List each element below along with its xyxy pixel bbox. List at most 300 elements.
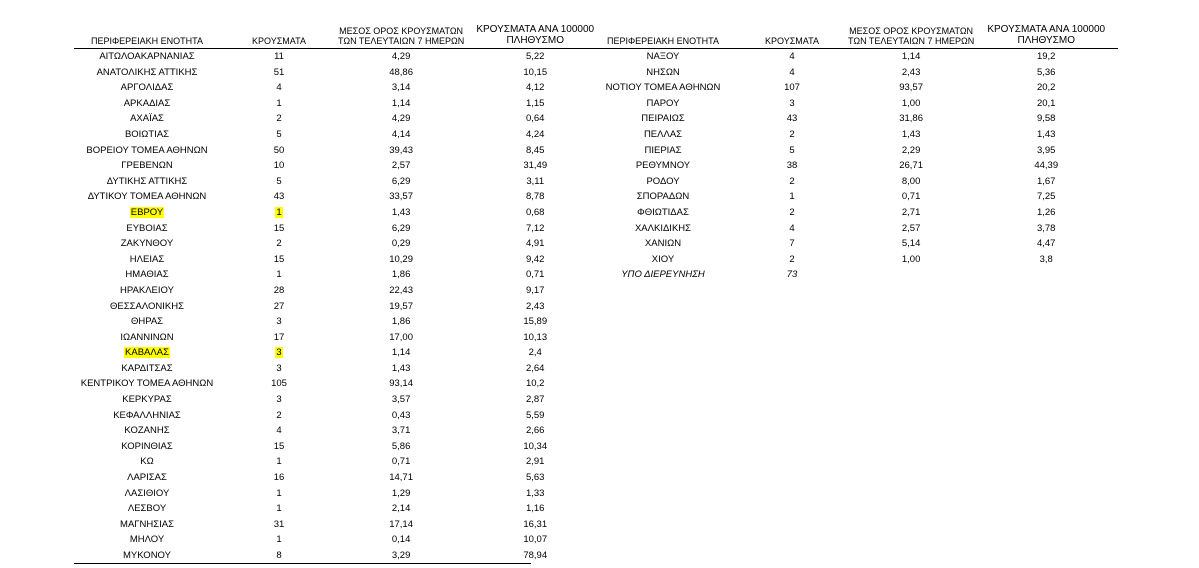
- cell-cases: [736, 49, 848, 65]
- cell-per100k: [974, 252, 1118, 268]
- region-value: ΗΡΑΚΛΕΙΟΥ: [120, 284, 174, 296]
- cell-per100k: [464, 361, 606, 377]
- cell-per100k: [974, 158, 1118, 174]
- region-value: ΗΜΑΘΙΑΣ: [125, 269, 169, 281]
- cell-per100k: [464, 205, 606, 221]
- table-row: [74, 80, 606, 96]
- cell-avg7: [338, 548, 464, 564]
- cell-avg7: [338, 96, 464, 112]
- cases-value: 2: [276, 238, 282, 250]
- cell-avg7: [848, 221, 974, 237]
- cases-value: 1: [276, 456, 282, 468]
- region-value: ΑΧΑΪΑΣ: [130, 113, 164, 125]
- cell-cases: [220, 283, 338, 299]
- table-row: [590, 267, 1118, 283]
- avg7-value: 10,29: [389, 253, 413, 265]
- avg7-value: 3,14: [391, 82, 411, 94]
- cell-region: [74, 189, 220, 205]
- per100k-value: 44,39: [1034, 160, 1059, 172]
- cell-per100k: [464, 408, 606, 424]
- left-table-body: [74, 49, 606, 564]
- cell-avg7: [338, 252, 464, 268]
- cell-avg7: [848, 236, 974, 252]
- cell-per100k: [464, 299, 606, 315]
- table-row: [590, 252, 1118, 268]
- cases-value: 1: [276, 503, 282, 515]
- cell-region: [590, 80, 736, 96]
- header-avg7-line2: ΤΩΝ ΤΕΛΕΥΤΑΙΩΝ 7 ΗΜΕΡΩΝ: [338, 36, 465, 46]
- cases-value: 43: [273, 191, 285, 203]
- cell-per100k: [464, 517, 606, 533]
- cell-per100k: [464, 236, 606, 252]
- cell-per100k: [464, 49, 606, 65]
- cell-avg7: [848, 205, 974, 221]
- cell-region: [74, 111, 220, 127]
- header-per100k-line2: ΠΛΗΘΥΣΜΟ: [1017, 35, 1075, 46]
- table-row: [74, 330, 606, 346]
- cell-region: [74, 80, 220, 96]
- region-value: ΧΙΟΥ: [651, 253, 675, 265]
- avg7-value: 0,71: [391, 456, 411, 468]
- table-row: [74, 361, 606, 377]
- cell-region: [74, 299, 220, 315]
- per100k-value: 4,24: [525, 128, 545, 140]
- per100k-value: 7,12: [525, 222, 545, 234]
- avg7-value: 2,71: [901, 206, 921, 218]
- cell-avg7: [338, 330, 464, 346]
- region-value: ΠΑΡΟΥ: [646, 97, 680, 109]
- per100k-value: 5,22: [525, 51, 545, 62]
- avg7-value: 1,00: [901, 253, 921, 265]
- region-value: ΠΕΛΛΑΣ: [643, 128, 683, 140]
- avg7-value: 0,71: [901, 191, 921, 203]
- cases-value: 1: [276, 534, 282, 546]
- region-value: ΖΑΚΥΝΘΟΥ: [120, 238, 174, 250]
- header-per100k-line2: ΠΛΗΘΥΣΜΟ: [506, 35, 564, 46]
- per100k-value: 19,2: [1036, 51, 1056, 62]
- table-row: [74, 392, 606, 408]
- cell-avg7: [848, 143, 974, 159]
- per100k-value: 2,66: [525, 425, 545, 437]
- cell-cases: [220, 49, 338, 65]
- table-row: [74, 486, 606, 502]
- cell-avg7: [338, 423, 464, 439]
- cell-per100k: [464, 392, 606, 408]
- avg7-value: 33,57: [389, 191, 413, 203]
- region-value: ΕΒΡΟΥ: [130, 206, 164, 218]
- per100k-value: 0,71: [525, 269, 545, 281]
- cases-value: 3: [276, 394, 282, 406]
- region-value: ΧΑΛΚΙΔΙΚΗΣ: [634, 222, 692, 234]
- per100k-value: 9,42: [525, 253, 545, 265]
- cell-avg7: [338, 221, 464, 237]
- avg7-value: 5,14: [901, 238, 921, 250]
- per100k-value: 2,64: [525, 362, 545, 374]
- cell-avg7: [338, 454, 464, 470]
- cell-region: [74, 486, 220, 502]
- per100k-value: 10,15: [523, 66, 548, 78]
- avg7-value: 26,71: [899, 160, 923, 172]
- cell-avg7: [848, 174, 974, 190]
- header-row: [74, 0, 606, 49]
- cell-per100k: [974, 267, 1118, 283]
- per100k-value: 1,15: [525, 97, 545, 109]
- table-row: [74, 221, 606, 237]
- cell-avg7: [338, 470, 464, 486]
- cell-region: [74, 143, 220, 159]
- cases-value: 2: [789, 128, 795, 140]
- cell-cases: [220, 158, 338, 174]
- cell-region: [590, 111, 736, 127]
- cell-cases: [220, 501, 338, 517]
- right-table-body: [590, 49, 1118, 283]
- cell-avg7: [338, 439, 464, 455]
- avg7-value: 3,71: [391, 425, 411, 437]
- cell-region: [74, 439, 220, 455]
- cell-cases: [736, 111, 848, 127]
- table-row: [74, 423, 606, 439]
- cell-per100k: [974, 174, 1118, 190]
- cell-per100k: [464, 80, 606, 96]
- header-cases: ΚΡΟΥΣΜΑΤΑ: [736, 0, 848, 49]
- cases-value: 15: [273, 253, 285, 265]
- cell-cases: [220, 127, 338, 143]
- cell-per100k: [464, 548, 606, 564]
- avg7-value: 5,86: [391, 440, 411, 452]
- cell-cases: [220, 299, 338, 315]
- avg7-value: 1,43: [901, 128, 921, 140]
- region-value: ΘΗΡΑΣ: [130, 316, 164, 328]
- cell-per100k: [464, 376, 606, 392]
- cell-cases: [220, 376, 338, 392]
- cell-region: [74, 454, 220, 470]
- cell-avg7: [848, 80, 974, 96]
- cell-region: [74, 392, 220, 408]
- avg7-value: 1,00: [901, 97, 921, 109]
- cell-avg7: [848, 111, 974, 127]
- region-value: ΠΕΙΡΑΙΩΣ: [641, 113, 685, 125]
- table-row: [74, 127, 606, 143]
- cases-value: 31: [273, 518, 285, 530]
- cell-region: [74, 252, 220, 268]
- avg7-value: 1,86: [391, 269, 411, 281]
- cell-cases: [220, 174, 338, 190]
- region-value: ΡΟΔΟΥ: [646, 175, 680, 187]
- per100k-value: 1,33: [525, 487, 545, 499]
- cases-value: 51: [273, 66, 285, 78]
- cases-value: 27: [273, 300, 285, 312]
- cell-per100k: [974, 221, 1118, 237]
- per100k-value: 4,91: [525, 238, 545, 250]
- cell-per100k: [464, 189, 606, 205]
- cell-per100k: [464, 143, 606, 159]
- cell-avg7: [848, 65, 974, 81]
- per100k-value: 9,58: [1036, 113, 1056, 125]
- cases-value: 38: [786, 160, 798, 172]
- cell-per100k: [974, 143, 1118, 159]
- avg7-value: 2,14: [391, 503, 411, 515]
- cell-region: [590, 267, 736, 283]
- cases-value: 10: [273, 160, 285, 172]
- header-per100k: [464, 0, 606, 49]
- region-value: ΕΥΒΟΙΑΣ: [126, 222, 168, 234]
- table-row: [590, 158, 1118, 174]
- avg7-value: 2,29: [901, 144, 921, 156]
- table-row: [74, 454, 606, 470]
- cell-per100k: [974, 127, 1118, 143]
- per100k-value: 3,95: [1036, 144, 1056, 156]
- cell-avg7: [848, 267, 974, 283]
- region-value: ΥΠΟ ΔΙΕΡΕΥΝΗΣΗ: [621, 269, 705, 281]
- cell-cases: [220, 236, 338, 252]
- table-bottom-divider: [74, 563, 531, 564]
- cell-cases: [220, 423, 338, 439]
- table-row: [74, 158, 606, 174]
- cell-cases: [220, 221, 338, 237]
- region-value: ΑΙΤΩΛΟΑΚΑΡΝΑΝΙΑΣ: [99, 51, 195, 62]
- per100k-value: 1,16: [525, 503, 545, 515]
- cases-value: 16: [273, 472, 285, 484]
- cell-per100k: [974, 49, 1118, 65]
- avg7-value: 0,43: [391, 409, 411, 421]
- cases-value: 4: [276, 82, 282, 94]
- cell-avg7: [338, 501, 464, 517]
- cell-region: [74, 65, 220, 81]
- avg7-value: 39,43: [389, 144, 413, 156]
- avg7-value: 6,29: [391, 175, 411, 187]
- per100k-value: 10,07: [523, 534, 548, 546]
- cases-value: 1: [789, 191, 795, 203]
- cell-cases: [736, 174, 848, 190]
- cases-value: 28: [273, 284, 285, 296]
- avg7-value: 1,29: [391, 487, 411, 499]
- cell-per100k: [974, 111, 1118, 127]
- cell-region: [74, 158, 220, 174]
- cell-per100k: [464, 501, 606, 517]
- table-row: [74, 267, 606, 283]
- cases-value: 73: [786, 269, 798, 281]
- cases-value: 1: [276, 269, 282, 281]
- region-value: ΚΑΒΑΛΑΣ: [125, 347, 169, 359]
- per100k-value: 5,63: [525, 472, 545, 484]
- cell-per100k: [464, 267, 606, 283]
- cell-per100k: [974, 96, 1118, 112]
- cases-value: 8: [276, 550, 282, 561]
- cases-value: 105: [271, 378, 287, 390]
- cell-region: [590, 96, 736, 112]
- table-row: [590, 189, 1118, 205]
- cases-value: 11: [274, 51, 284, 62]
- avg7-value: 1,86: [391, 316, 411, 328]
- cell-cases: [220, 330, 338, 346]
- per100k-value: 10,13: [523, 331, 548, 343]
- cell-per100k: [464, 252, 606, 268]
- table-row: [74, 470, 606, 486]
- table-row: [74, 205, 606, 221]
- table-row: [590, 111, 1118, 127]
- cell-cases: [220, 532, 338, 548]
- cell-per100k: [464, 111, 606, 127]
- cell-cases: [220, 548, 338, 564]
- table-row: [74, 49, 606, 65]
- cell-avg7: [848, 49, 974, 65]
- cell-cases: [736, 267, 848, 283]
- cell-cases: [220, 96, 338, 112]
- avg7-value: 3,57: [391, 394, 411, 406]
- cases-value: 1: [276, 97, 282, 109]
- region-value: ΣΠΟΡΑΔΩΝ: [636, 191, 690, 203]
- cell-avg7: [338, 283, 464, 299]
- cell-cases: [736, 189, 848, 205]
- cell-region: [74, 532, 220, 548]
- cell-region: [590, 205, 736, 221]
- cell-per100k: [464, 127, 606, 143]
- table-row: [74, 189, 606, 205]
- cell-cases: [220, 80, 338, 96]
- cell-avg7: [338, 111, 464, 127]
- cases-value: 4: [789, 66, 795, 78]
- cell-region: [74, 330, 220, 346]
- region-value: ΙΩΑΝΝΙΝΩΝ: [120, 331, 174, 343]
- region-value: ΔΥΤΙΚΗΣ ΑΤΤΙΚΗΣ: [106, 175, 188, 187]
- cases-value: 5: [276, 128, 282, 140]
- cell-per100k: [464, 454, 606, 470]
- avg7-value: 4,29: [391, 113, 411, 125]
- cases-value: 1: [276, 487, 282, 499]
- header-per100k: [974, 0, 1118, 49]
- region-value: ΛΑΡΙΣΑΣ: [127, 472, 167, 484]
- per100k-value: 3,11: [526, 175, 545, 187]
- cell-avg7: [338, 408, 464, 424]
- header-avg7-line1: ΜΕΣΟΣ ΟΡΟΣ ΚΡΟΥΣΜΑΤΩΝ: [849, 26, 974, 36]
- cell-cases: [220, 470, 338, 486]
- cell-per100k: [974, 80, 1118, 96]
- region-value: ΝΑΞΟΥ: [646, 51, 680, 62]
- cell-avg7: [338, 80, 464, 96]
- region-value: ΦΘΙΩΤΙΔΑΣ: [637, 206, 689, 218]
- cell-region: [74, 49, 220, 65]
- header-avg7: [848, 0, 974, 49]
- header-cases: ΚΡΟΥΣΜΑΤΑ: [220, 0, 338, 49]
- region-value: ΒΟΡΕΙΟΥ ΤΟΜΕΑ ΑΘΗΝΩΝ: [86, 144, 208, 156]
- table-row: [590, 127, 1118, 143]
- cell-per100k: [464, 423, 606, 439]
- cell-region: [590, 221, 736, 237]
- cell-per100k: [464, 174, 606, 190]
- cases-value: 5: [789, 144, 795, 156]
- avg7-value: 22,43: [389, 284, 413, 296]
- cell-region: [74, 267, 220, 283]
- cell-cases: [736, 96, 848, 112]
- table-row: [74, 143, 606, 159]
- avg7-value: 1,14: [391, 347, 411, 359]
- cell-per100k: [464, 486, 606, 502]
- header-avg7: [338, 0, 464, 49]
- table-row: [74, 517, 606, 533]
- table-row: [590, 221, 1118, 237]
- cases-value: 3: [276, 347, 282, 359]
- header-per100k-line1: ΚΡΟΥΣΜΑΤΑ ΑΝΑ 100000: [987, 24, 1106, 35]
- cell-avg7: [848, 96, 974, 112]
- per100k-value: 2,91: [525, 456, 545, 468]
- cases-value: 15: [273, 440, 285, 452]
- cell-per100k: [974, 65, 1118, 81]
- cell-avg7: [338, 299, 464, 315]
- cell-avg7: [338, 174, 464, 190]
- cases-value: 4: [789, 222, 795, 234]
- per100k-value: 10,2: [525, 378, 545, 390]
- cases-value: 4: [789, 51, 795, 62]
- table-row: [74, 314, 606, 330]
- table-row: [74, 96, 606, 112]
- cell-region: [74, 376, 220, 392]
- table-row: [74, 376, 606, 392]
- avg7-value: 14,71: [389, 472, 413, 484]
- table-row: [74, 345, 606, 361]
- region-value: ΧΑΝΙΩΝ: [644, 238, 682, 250]
- cases-value: 2: [789, 175, 795, 187]
- per100k-value: 20,1: [1036, 97, 1056, 109]
- cell-avg7: [848, 127, 974, 143]
- region-value: ΑΝΑΤΟΛΙΚΗΣ ΑΤΤΙΚΗΣ: [96, 66, 198, 78]
- cell-per100k: [974, 205, 1118, 221]
- cell-cases: [220, 345, 338, 361]
- region-value: ΔΥΤΙΚΟΥ ΤΟΜΕΑ ΑΘΗΝΩΝ: [87, 191, 207, 203]
- table-row: [74, 236, 606, 252]
- avg7-value: 17,00: [389, 331, 413, 343]
- region-value: ΚΕΦΑΛΛΗΝΙΑΣ: [113, 409, 181, 421]
- table-row: [590, 236, 1118, 252]
- table-row: [74, 548, 606, 564]
- cell-region: [74, 283, 220, 299]
- cell-region: [74, 501, 220, 517]
- cell-cases: [736, 221, 848, 237]
- table-row: [74, 299, 606, 315]
- cell-avg7: [848, 189, 974, 205]
- cell-avg7: [338, 65, 464, 81]
- region-value: ΓΡΕΒΕΝΩΝ: [121, 160, 173, 172]
- table-row: [590, 80, 1118, 96]
- region-value: ΘΕΣΣΑΛΟΝΙΚΗΣ: [110, 300, 184, 312]
- region-value: ΚΑΡΔΙΤΣΑΣ: [121, 362, 173, 374]
- cell-cases: [220, 361, 338, 377]
- region-value: ΚΕΝΤΡΙΚΟΥ ΤΟΜΕΑ ΑΘΗΝΩΝ: [80, 378, 214, 390]
- per100k-value: 2,4: [528, 347, 542, 359]
- cases-value: 3: [789, 97, 795, 109]
- table-row: [74, 501, 606, 517]
- cell-per100k: [464, 330, 606, 346]
- cell-cases: [220, 392, 338, 408]
- header-region: ΠΕΡΙΦΕΡΕΙΑΚΗ ΕΝΟΤΗΤΑ: [590, 0, 736, 49]
- cases-value: 2: [276, 113, 282, 125]
- per100k-value: 20,2: [1036, 82, 1056, 94]
- cell-per100k: [464, 158, 606, 174]
- table-row: [74, 252, 606, 268]
- cell-avg7: [338, 361, 464, 377]
- avg7-value: 0,29: [391, 238, 411, 250]
- table-row: [590, 205, 1118, 221]
- cell-per100k: [464, 439, 606, 455]
- cell-per100k: [464, 96, 606, 112]
- avg7-value: 8,00: [901, 175, 921, 187]
- per100k-value: 4,12: [525, 82, 545, 94]
- cell-region: [74, 361, 220, 377]
- cell-cases: [220, 111, 338, 127]
- cell-avg7: [338, 314, 464, 330]
- avg7-value: 31,86: [899, 113, 923, 125]
- cell-region: [590, 174, 736, 190]
- per100k-value: 5,36: [1036, 66, 1056, 78]
